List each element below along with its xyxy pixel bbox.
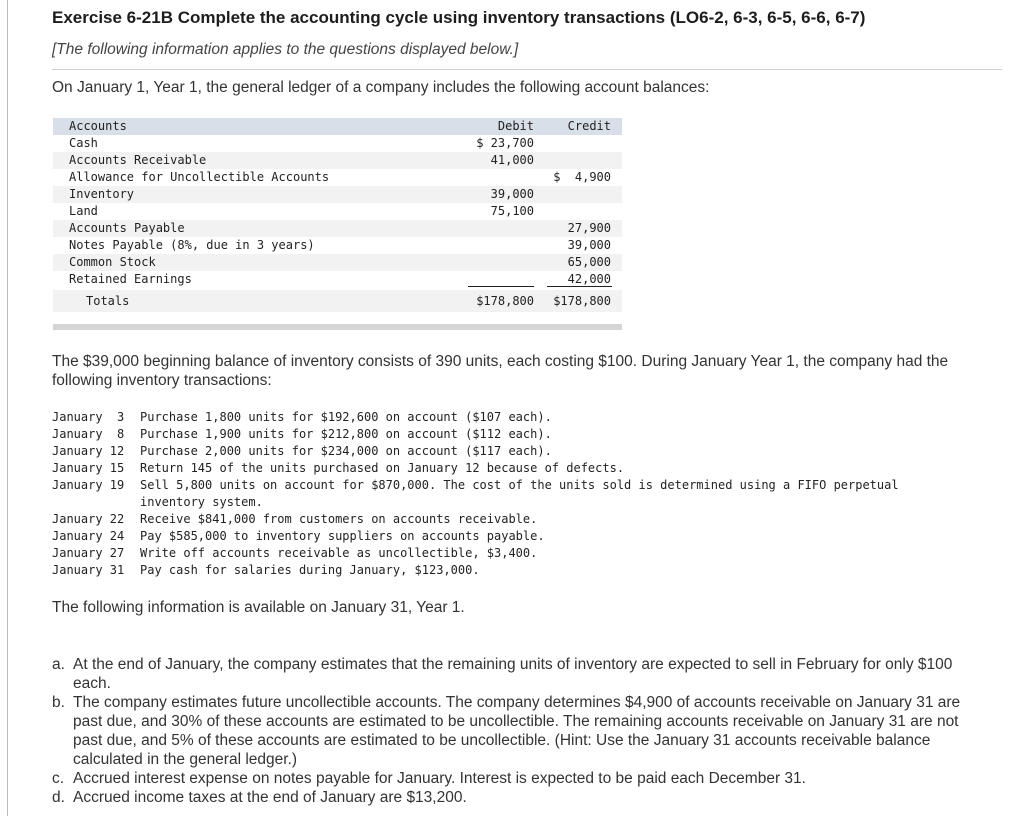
item-text: Accrued interest expense on notes payable for January. Interest is expected to be paid each December 31. — [73, 770, 806, 787]
cell-account: Accounts Receivable — [69, 153, 207, 167]
adjustment-item — [52, 655, 982, 693]
adjustment-item — [52, 769, 982, 788]
cell-account: Retained Earnings — [69, 272, 192, 286]
cell-account: Notes Payable (8%, due in 3 years) — [69, 238, 315, 252]
transaction-text: Purchase 1,900 units for $212,800 on account ($112 each). — [140, 427, 552, 441]
available-info-text: The following information is available on January 31, Year 1. — [52, 599, 465, 616]
cell-account: Allowance for Uncollectible Accounts — [69, 170, 330, 184]
table-row — [53, 220, 622, 237]
table-row — [53, 254, 622, 271]
cell-account: Accounts Payable — [69, 221, 185, 235]
transaction-continuation: inventory system. — [140, 495, 263, 509]
inventory-paragraph: The $39,000 beginning balance of inventory consists of 390 units, each costing $100. During January Year 1, the company had the following inventory transactions: — [52, 353, 949, 389]
transaction-text: Return 145 of the units purchased on January 12 because of defects. — [140, 461, 625, 475]
table-header-row — [53, 118, 622, 135]
item-label: c. — [52, 770, 65, 787]
exercise-title: Exercise 6-21B Complete the accounting cycle using inventory transactions (LO6-2, 6-3, 6-5, 6-6, 6-7) — [52, 8, 866, 27]
transaction-text: Sell 5,800 units on account for $870,000. The cost of the units sold is determined using a FIFO perpetual — [140, 478, 899, 492]
cell-debit: 39,000 — [490, 187, 534, 201]
cell-account: Land — [69, 204, 98, 218]
cell-account: Inventory — [69, 187, 135, 201]
adjustment-item — [52, 693, 982, 769]
account-balances-table — [53, 118, 622, 330]
transaction-item — [52, 410, 552, 427]
table-row — [53, 271, 622, 288]
item-label: d. — [52, 789, 65, 806]
transaction-item — [52, 512, 538, 529]
transactions-list — [52, 410, 899, 580]
transaction-date: January 3 — [52, 410, 125, 424]
cell-account: Cash — [69, 136, 98, 150]
item-label: a. — [52, 656, 65, 673]
header-debit: Debit — [497, 119, 534, 133]
debit-underline — [468, 286, 534, 287]
adjustment-item — [52, 788, 982, 807]
totals-debit: $178,800 — [476, 294, 534, 308]
transaction-date: January 19 — [52, 478, 125, 492]
transaction-item — [52, 529, 545, 546]
table-bottom-bar — [53, 324, 622, 330]
cell-credit: 65,000 — [567, 255, 611, 269]
transaction-text: Write off accounts receivable as uncollectible, $3,400. — [140, 546, 538, 560]
table-row — [53, 237, 622, 254]
cell-account: Common Stock — [69, 255, 156, 269]
cell-debit: 75,100 — [490, 204, 534, 218]
transaction-text: Receive $841,000 from customers on accounts receivable. — [140, 512, 538, 526]
item-text: Accrued income taxes at the end of January are $13,200. — [73, 789, 467, 806]
adjustments-list — [52, 655, 982, 807]
item-text: At the end of January, the company estimates that the remaining units of inventory are expected to sell in February for only $100 each. — [73, 656, 953, 692]
cell-credit: $ 4,900 — [553, 170, 611, 184]
table-row — [53, 186, 622, 203]
left-border — [7, 0, 8, 816]
transaction-date: January 27 — [52, 546, 125, 560]
transaction-item — [52, 461, 625, 478]
header-accounts: Accounts — [69, 119, 127, 133]
transaction-date: January 15 — [52, 461, 125, 475]
cell-debit: $ 23,700 — [476, 136, 534, 150]
header-credit: Credit — [567, 119, 611, 133]
cell-debit: 41,000 — [490, 153, 534, 167]
table-row — [53, 135, 622, 152]
cell-credit: 39,000 — [567, 238, 611, 252]
transaction-item — [52, 563, 480, 580]
transaction-text: Purchase 1,800 units for $192,600 on account ($107 each). — [140, 410, 552, 424]
transaction-text: Pay $585,000 to inventory suppliers on accounts payable. — [140, 529, 545, 543]
intro-text: On January 1, Year 1, the general ledger of a company includes the following account balances: — [52, 79, 710, 96]
info-note: [The following information applies to the questions displayed below.] — [52, 41, 519, 58]
transaction-date: January 8 — [52, 427, 125, 441]
table-row — [53, 169, 622, 186]
cell-credit: 42,000 — [567, 272, 611, 286]
transaction-date: January 24 — [52, 529, 125, 543]
transaction-date: January 31 — [52, 563, 125, 577]
totals-credit: $178,800 — [553, 294, 611, 308]
item-label: b. — [52, 694, 65, 711]
transaction-item — [52, 478, 899, 495]
transaction-date: January 22 — [52, 512, 125, 526]
transaction-item — [52, 444, 552, 461]
transaction-text: Pay cash for salaries during January, $123,000. — [140, 563, 480, 577]
item-text: The company estimates future uncollectible accounts. The company determines $4,900 of accounts receivable on January 31 are past due, and 30% of these accounts are estimated to be uncollectible. The remaining accounts receivable on January 31 are not past due, and 5% of these accounts are estimated to be uncollectible. (Hint: Use the January 31 accounts receivable balance calculated in the general ledger.) — [73, 694, 961, 768]
transaction-item — [52, 427, 552, 444]
table-row — [53, 203, 622, 220]
totals-row — [53, 290, 622, 312]
totals-label: Totals — [86, 294, 130, 308]
credit-underline — [547, 286, 612, 287]
transaction-item — [52, 546, 538, 563]
divider — [52, 69, 1002, 70]
transaction-text: Purchase 2,000 units for $234,000 on account ($117 each). — [140, 444, 552, 458]
table-row — [53, 152, 622, 169]
cell-credit: 27,900 — [567, 221, 611, 235]
table-body — [53, 135, 622, 288]
transaction-date: January 12 — [52, 444, 125, 458]
